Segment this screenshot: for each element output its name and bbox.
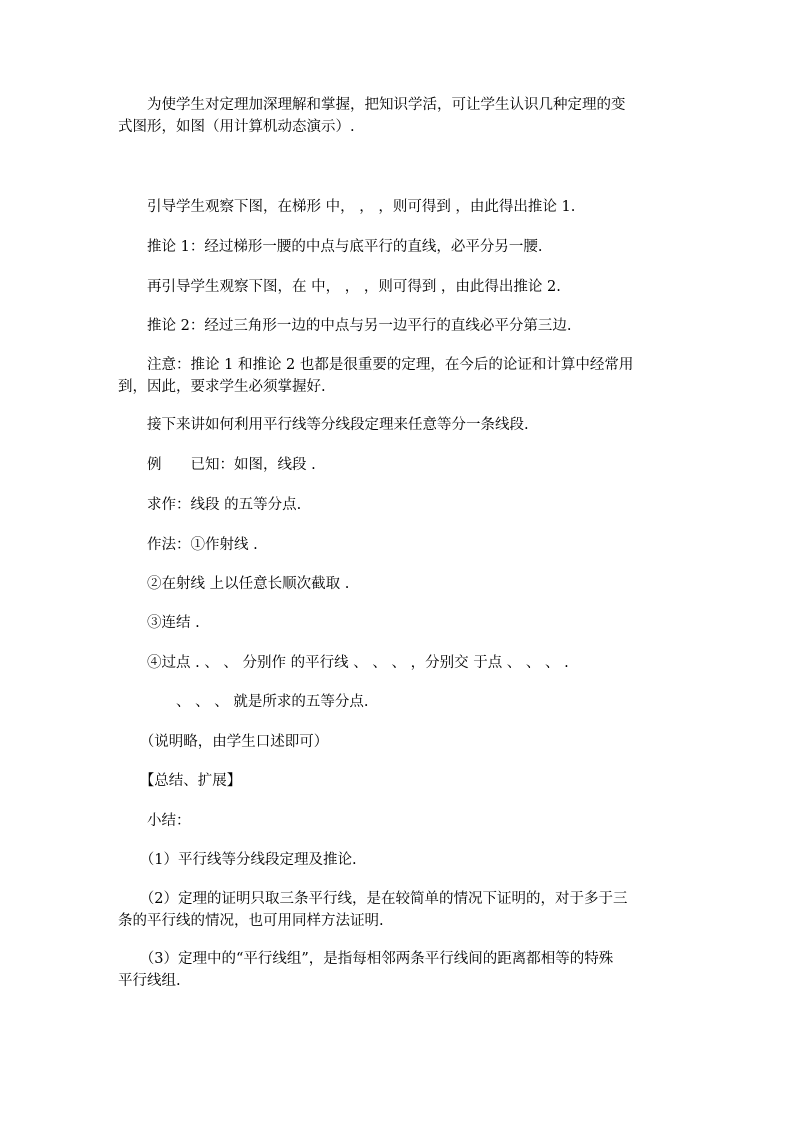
- text-line: 到，因此，要求学生必须掌握好.: [118, 379, 326, 395]
- text-line: 小结：: [118, 813, 191, 829]
- paragraph-step4b: [118, 691, 678, 713]
- paragraph-corollary1: [118, 236, 678, 258]
- paragraph-guide1: [118, 196, 678, 218]
- text-line: （说明略，由学生口述即可）: [118, 734, 329, 750]
- text-line: （3）定理中的“平行线组”，是指每相邻两条平行线间的距离都相等的特殊: [118, 951, 614, 967]
- text-line: 例 已知：如图，线段 .: [118, 457, 316, 473]
- text-line: 式图形，如图（用计算机动态演示）.: [118, 119, 355, 135]
- paragraph-note: [118, 354, 678, 398]
- paragraph-intro: [118, 94, 678, 138]
- text-line: （2）定理的证明只取三条平行线，是在较简单的情况下证明的，对于多于三: [118, 891, 628, 907]
- text-line: 推论 2：经过三角形一边的中点与另一边平行的直线必平分第三边.: [118, 318, 572, 334]
- text-line: （1）平行线等分线段定理及推论.: [118, 852, 357, 868]
- paragraph-next: [118, 414, 678, 436]
- text-line: ②在射线 上以任意长顺次截取 .: [118, 576, 350, 592]
- summary-item-1: [118, 849, 678, 871]
- text-line: ④过点 . 、 、 分别作 的平行线 、 、 、 ，分别交 于点 、 、 、 .: [118, 655, 569, 671]
- paragraph-step3: [118, 612, 678, 634]
- text-line: 再引导学生观察下图，在 中， ， ，则可得到 ，由此得出推论 2.: [118, 279, 561, 295]
- paragraph-guide2: [118, 276, 678, 298]
- text-line: ③连结 .: [118, 615, 200, 631]
- text-line: 作法：①作射线 .: [118, 537, 258, 553]
- paragraph-summary: [118, 810, 678, 832]
- paragraph-method: [118, 534, 678, 556]
- text-line: 引导学生观察下图，在梯形 中， ， ，则可得到 ，由此得出推论 1.: [118, 199, 576, 215]
- text-line: 条的平行线的情况，也可用同样方法证明.: [118, 913, 384, 929]
- section-heading: [118, 770, 678, 792]
- paragraph-find: [118, 494, 678, 516]
- summary-item-3: [118, 948, 678, 992]
- text-line: 平行线组.: [118, 973, 181, 989]
- paragraph-corollary2: [118, 315, 678, 337]
- text-line: 【总结、扩展】: [118, 773, 242, 789]
- text-line: 推论 1：经过梯形一腰的中点与底平行的直线，必平分另一腰.: [118, 239, 543, 255]
- text-line: 、 、 、 就是所求的五等分点.: [118, 694, 369, 710]
- text-line: 为使学生对定理加深理解和掌握，把知识学活，可让学生认识几种定理的变: [118, 97, 626, 113]
- paragraph-example: [118, 454, 678, 476]
- paragraph-explain: [118, 731, 678, 753]
- paragraph-step2: [118, 573, 678, 595]
- text-line: 接下来讲如何利用平行线等分线段定理来任意等分一条线段.: [118, 417, 529, 433]
- paragraph-step4: [118, 652, 678, 674]
- summary-item-2: [118, 888, 678, 932]
- text-line: 注意：推论 1 和推论 2 也都是很重要的定理，在今后的论证和计算中经常用: [118, 357, 634, 373]
- text-line: 求作：线段 的五等分点.: [118, 497, 302, 513]
